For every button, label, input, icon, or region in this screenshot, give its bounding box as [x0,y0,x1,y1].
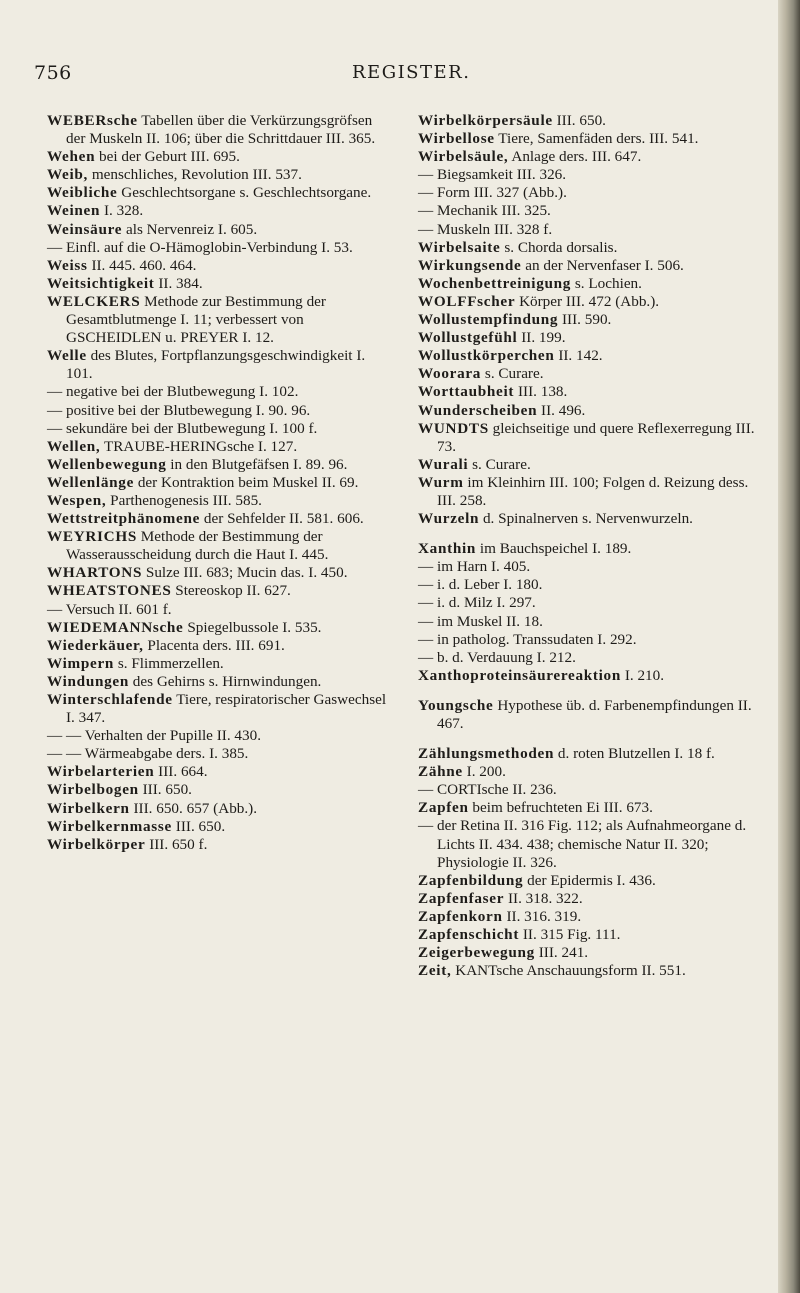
index-entry [418,202,768,220]
index-entry [418,311,768,329]
entry-text: II. 384. [154,274,203,292]
index-entry [418,112,768,130]
entry-text: — b. d. Verdauung I. 212. [418,648,576,666]
entry-text: — Versuch II. 601 f. [47,600,172,618]
index-entry [418,130,768,148]
entry-headword: Wespen, [47,491,107,509]
entry-headword: Wurm [418,473,464,491]
entry-text: — i. d. Leber I. 180. [418,576,543,594]
index-entry [47,275,392,293]
entry-headword: Weiss [47,256,88,274]
entry-text: der Sehfelder II. 581. 606. [200,510,364,528]
entry-headword: WELCKERS [47,292,141,310]
index-entry [418,474,768,510]
entry-text: — Muskeln III. 328 f. [418,220,553,238]
running-head: REGISTER. [352,62,471,83]
index-entry [47,239,392,257]
entry-text: Körper III. 472 (Abb.). [515,292,660,310]
entry-headword: Wimpern [47,654,115,672]
entry-text: — der Retina II. 316 Fig. 112; als Aufnahmeorgane d. Lichts II. 434. 438; chemische Natur II. 320; Physiologie II. 326. [418,817,747,871]
index-entry [418,872,768,890]
index-entry [418,576,768,594]
entry-text: s. Lochien. [571,274,642,292]
index-entry [47,474,392,492]
entry-text: — Mechanik III. 325. [418,202,551,220]
index-entry [418,166,768,184]
index-entry [47,655,392,673]
entry-text: an der Nervenfaser I. 506. [521,256,684,274]
entry-headword: Wettstreitphänomene [47,510,201,528]
entry-text: als Nervenreiz I. 605. [122,220,258,238]
entry-headword: Zeigerbewegung [418,944,535,962]
entry-headword: Wehen [47,148,96,166]
entry-text: s. Curare. [468,455,531,473]
index-entry [418,221,768,239]
entry-text: — im Harn I. 405. [418,558,531,576]
entry-text: III. 241. [534,944,589,962]
entry-text: Methode zur Bestimmung der Gesamtblutmenge I. 11; verbessert von GSCHEIDLEN u. PREYER I. 12. [66,292,326,347]
index-entry [418,631,768,649]
entry-headword: Wellen, [47,437,101,455]
entry-headword: Weinen [47,202,101,220]
entry-headword: Xanthin [418,540,477,558]
entry-headword: WHEATSTONES [47,582,172,600]
index-entry [47,184,392,202]
index-entry [47,112,392,148]
entry-text: Tiere, Samenfäden ders. III. 541. [494,130,699,148]
entry-text: II. 315 Fig. 111. [519,926,621,944]
entry-headword: Zapfenkorn [418,907,503,925]
entry-text: beim befruchteten Ei III. 673. [468,799,653,817]
entry-headword: Wellenbewegung [47,455,167,473]
entry-headword: Wirbelkernmasse [47,817,172,835]
entry-text: III. 650. [171,817,226,835]
entry-headword: WEBERsche [47,112,138,129]
entry-headword: Wirbellose [418,130,495,148]
entry-text: II. 142. [554,347,603,365]
entry-text: im Bauchspeichel I. 189. [476,540,632,558]
index-entry [47,781,392,799]
entry-text: III. 650 f. [145,835,208,853]
entry-headword: Winterschlafende [47,691,173,708]
index-entry [47,727,392,745]
entry-headword: Wiederkäuer, [47,636,144,654]
entry-headword: Zählungsmethoden [418,745,555,763]
index-entry [47,492,392,510]
entry-text: im Kleinhirn III. 100; Folgen d. Reizung dess. III. 258. [437,473,749,509]
index-entry [418,890,768,908]
entry-text: III. 650. 657 (Abb.). [129,799,258,817]
index-entry [418,781,768,799]
index-entry [418,962,768,980]
entry-text: Tiere, respiratorischer Gaswechsel I. 347. [66,691,387,727]
entry-text: — sekundäre bei der Blutbewegung I. 100 f. [47,419,318,437]
entry-text: Methode der Bestimmung der Wasserausscheidung durch die Haut I. 445. [66,528,329,564]
entry-text: Geschlechtsorgane s. Geschlechtsorgane. [117,184,372,202]
index-entry [418,456,768,474]
index-entry [47,166,392,184]
index-entry [47,601,392,619]
index-entry [418,594,768,612]
entry-text: Spiegelbussole I. 535. [183,618,322,636]
entry-headword: Youngsche [418,696,494,714]
entry-headword: Worttaubheit [418,383,515,401]
entry-text: Sulze III. 683; Mucin das. I. 450. [142,564,348,582]
entry-text: des Blutes, Fortpflanzungsgeschwindigkeit I. 101. [66,347,366,383]
index-entry [47,763,392,781]
entry-text: Parthenogenesis III. 585. [106,491,262,509]
entry-headword: Welle [47,347,87,365]
index-entry [47,510,392,528]
entry-text: der Kontraktion beim Muskel II. 69. [134,473,359,491]
index-entry [47,637,392,655]
index-column-right [418,112,768,980]
index-entry [47,293,392,347]
entry-headword: Wochenbettreinigung [418,274,572,292]
index-entry [47,383,392,401]
index-entry [47,257,392,275]
entry-text: — Einfl. auf die O-Hämoglobin-Verbindung I. 53. [47,238,353,256]
entry-headword: Wurali [418,455,469,473]
index-entry [47,818,392,836]
entry-text: d. roten Blutzellen I. 18 f. [554,745,715,763]
index-entry [47,691,392,727]
entry-text: III. 590. [558,311,612,329]
index-entry [418,558,768,576]
entry-headword: Weitsichtigkeit [47,274,155,292]
entry-headword: Zeit, [418,962,452,980]
entry-text: II. 199. [517,329,566,347]
entry-text: Stereoskop II. 627. [171,582,291,600]
index-entry [418,908,768,926]
entry-headword: WUNDTS [418,419,489,437]
entry-text: II. 316. 319. [502,907,582,925]
index-entry [47,564,392,582]
entry-headword: Wunderscheiben [418,401,538,419]
index-entry [418,667,768,685]
index-entry [418,420,768,456]
index-entry [418,365,768,383]
entry-text: TRAUBE-HERINGsche I. 127. [100,437,298,455]
entry-text: — Biegsamkeit III. 326. [418,166,567,184]
index-entry [418,148,768,166]
entry-headword: Weinsäure [47,220,123,238]
entry-headword: Wollustkörperchen [418,347,555,365]
entry-headword: Wirbelsäule, [418,148,509,166]
entry-headword: Weib, [47,166,89,184]
entry-headword: Wirkungsende [418,256,522,274]
index-entry [418,184,768,202]
entry-text: der Epidermis I. 436. [523,871,656,889]
index-entry [418,275,768,293]
index-entry [418,540,768,558]
index-entry [418,613,768,631]
index-entry [418,383,768,401]
entry-headword: Zapfenbildung [418,871,524,889]
entry-headword: Wirbelbogen [47,781,139,799]
index-entry [418,697,768,733]
index-entry [47,221,392,239]
index-entry [47,619,392,637]
index-entry [418,799,768,817]
entry-text: — i. d. Milz I. 297. [418,594,536,612]
entry-headword: WEYRICHS [47,528,137,546]
index-entry [418,944,768,962]
entry-headword: Weibliche [47,184,118,202]
index-entry [418,763,768,781]
entry-text: — in patholog. Transsudaten I. 292. [418,630,637,648]
index-entry [418,257,768,275]
index-entry [47,673,392,691]
entry-headword: WIEDEMANNsche [47,618,184,636]
index-entry [418,745,768,763]
index-entry [47,745,392,763]
index-entry [47,800,392,818]
index-entry [47,420,392,438]
entry-text: — — Wärmeabgabe ders. I. 385. [47,745,249,763]
entry-text: menschliches, Revolution III. 537. [88,166,302,184]
entry-text: — im Muskel II. 18. [418,612,543,630]
entry-text: Tabellen über die Verkürzungsgröfsen der Muskeln II. 106; über die Schrittdauer III. 365. [66,112,376,148]
index-entry [47,402,392,420]
entry-headword: Wirbelkörper [47,835,146,853]
entry-text: s. Curare. [481,365,544,383]
entry-text: KANTsche Anschauungsform II. 551. [451,962,686,980]
entry-text: Hypothese üb. d. Farbenempfindungen II. 467. [437,696,752,732]
entry-headword: Wurzeln [418,510,480,528]
entry-text: II. 496. [537,401,586,419]
entry-text: III. 650. [552,112,606,129]
index-entry [47,438,392,456]
entry-headword: Wollustgefühl [418,329,518,347]
index-entry [418,510,768,528]
entry-text: I. 200. [462,763,506,781]
entry-text: in den Blutgefäfsen I. 89. 96. [166,455,348,473]
entry-headword: Woorara [418,365,482,383]
entry-text: II. 318. 322. [504,889,583,907]
entry-text: — Form III. 327 (Abb.). [418,184,567,202]
entry-text: gleichseitige und quere Reflexerregung III. 73. [437,419,755,455]
entry-headword: Xanthoproteinsäurereaktion [418,666,622,684]
page-number: 756 [34,62,72,84]
entry-headword: Wirbelarterien [47,763,155,781]
entry-headword: Zähne [418,763,463,781]
index-entry [47,582,392,600]
entry-text: III. 664. [154,763,208,781]
index-entry [418,239,768,257]
entry-headword: Wirbelkörpersäule [418,112,553,129]
index-entry [418,402,768,420]
entry-headword: WHARTONS [47,564,143,582]
entry-text: III. 138. [514,383,568,401]
entry-text: Placenta ders. III. 691. [143,636,285,654]
entry-text: I. 328. [100,202,144,220]
entry-text: Anlage ders. III. 647. [508,148,642,166]
index-entry [47,836,392,854]
page-edge-shadow [778,0,800,1293]
entry-text: bei der Geburt III. 695. [95,148,240,166]
entry-headword: Wirbelsaite [418,238,501,256]
entry-text: — negative bei der Blutbewegung I. 102. [47,383,299,401]
index-entry [47,347,392,383]
index-entry [418,817,768,871]
entry-text: III. 650. [138,781,192,799]
entry-text: — CORTIsche II. 236. [418,781,557,799]
entry-headword: Windungen [47,672,129,690]
entry-headword: Zapfenschicht [418,926,520,944]
entry-headword: WOLFFscher [418,292,516,310]
entry-text: s. Chorda dorsalis. [500,238,618,256]
entry-text: d. Spinalnerven s. Nervenwurzeln. [479,510,693,528]
index-column-left [47,112,392,854]
entry-headword: Zapfen [418,799,469,817]
entry-text: I. 210. [621,666,665,684]
index-entry [418,926,768,944]
index-entry [47,528,392,564]
index-entry [47,148,392,166]
entry-text: — — Verhalten der Pupille II. 430. [47,727,261,745]
entry-headword: Zapfenfaser [418,889,505,907]
index-entry [418,649,768,667]
index-entry [47,202,392,220]
index-entry [418,293,768,311]
entry-text: — positive bei der Blutbewegung I. 90. 96. [47,401,311,419]
entry-text: des Gehirns s. Hirnwindungen. [129,672,322,690]
entry-headword: Wellenlänge [47,473,135,491]
entry-headword: Wollustempfindung [418,311,559,329]
entry-text: s. Flimmerzellen. [114,654,224,672]
index-entry [418,329,768,347]
index-entry [47,456,392,474]
entry-text: II. 445. 460. 464. [87,256,197,274]
index-entry [418,347,768,365]
entry-headword: Wirbelkern [47,799,130,817]
